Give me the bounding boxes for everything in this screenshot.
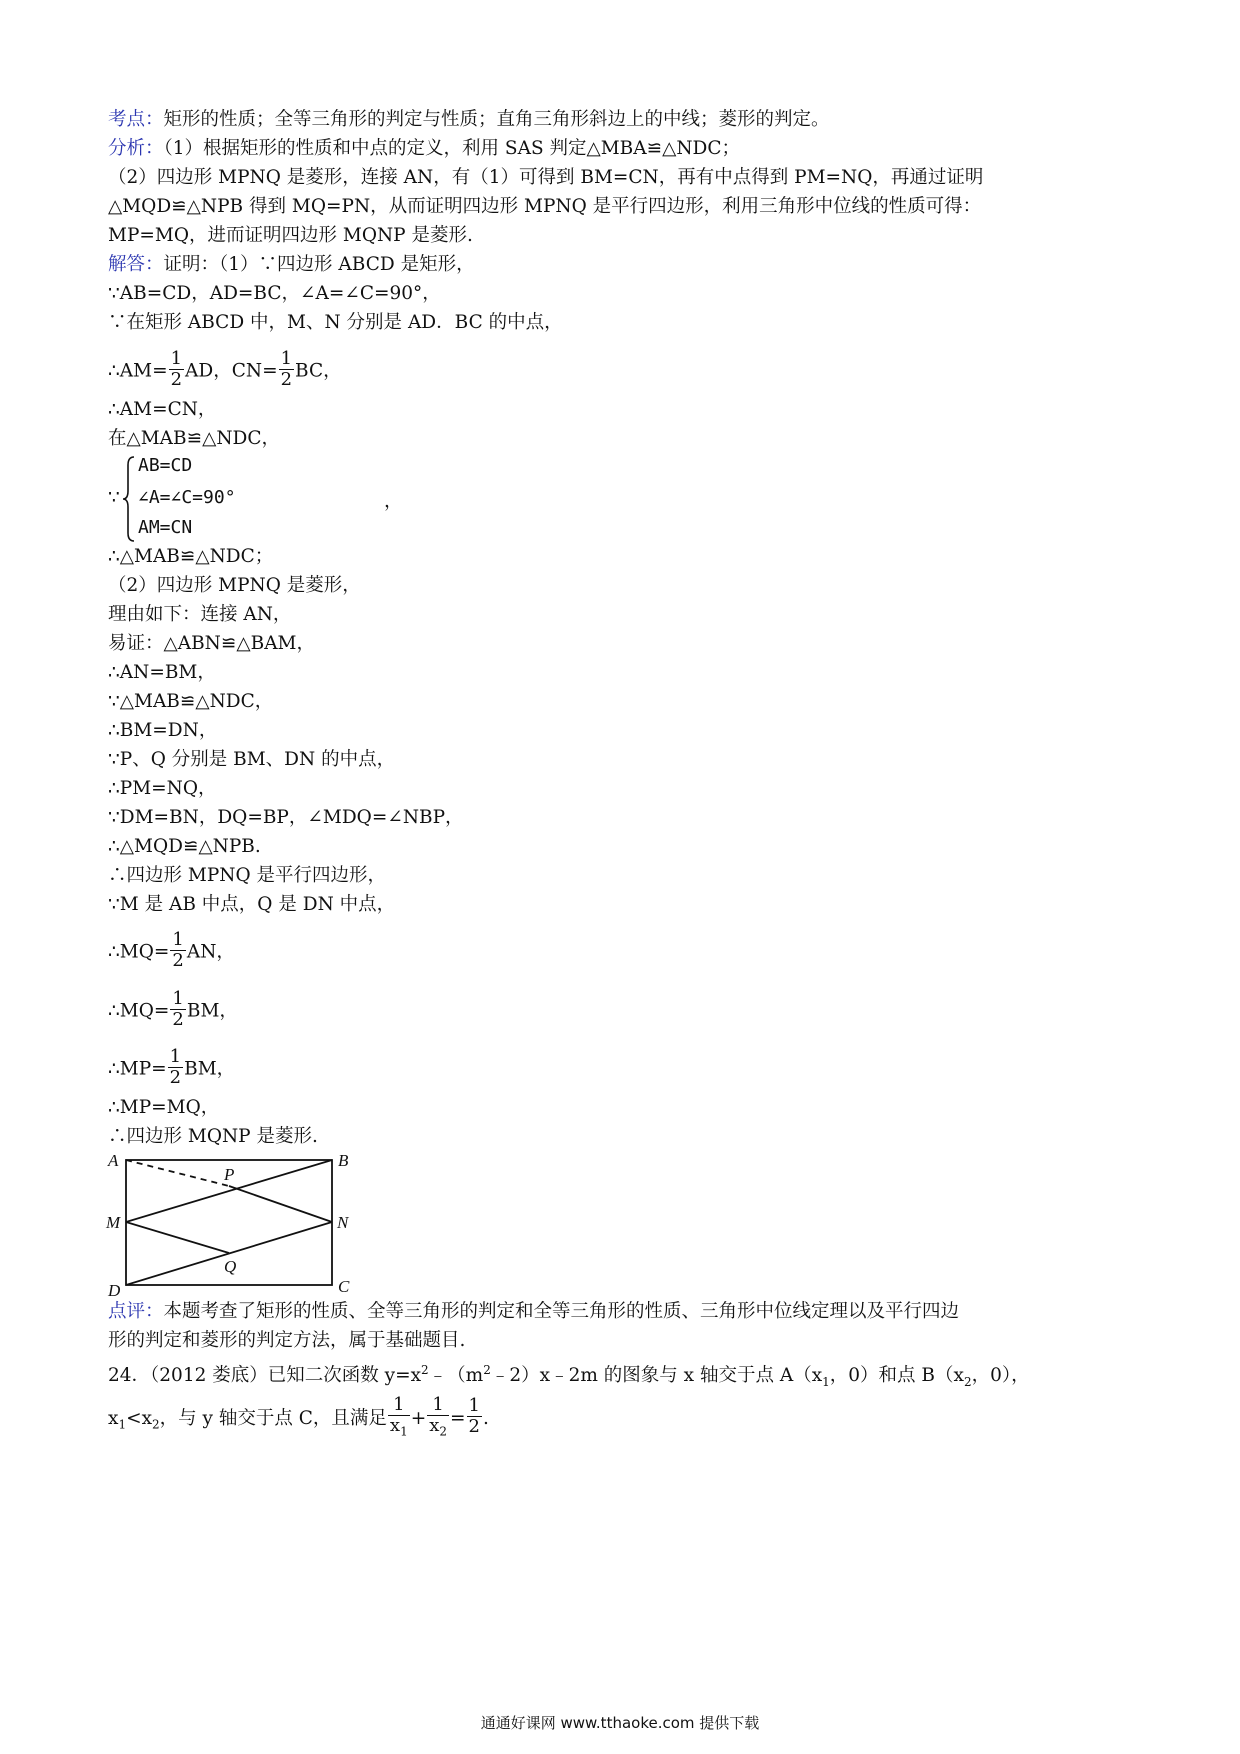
- q24-text-a: 24．（2012 娄底）已知二次函数 y=x: [108, 1365, 422, 1387]
- fenxi-text-1: （1）根据矩形的性质和中点的定义，利用 SAS 判定△MBA≌△NDC；: [163, 138, 741, 159]
- jieda-line-7: ∴△MAB≌△NDC；: [108, 546, 274, 567]
- line21-post: BM，: [186, 1000, 238, 1022]
- jieda-line-4: [108, 348, 342, 391]
- sup-2: 2: [483, 1363, 491, 1377]
- label-c: C: [338, 1277, 350, 1296]
- frac-den: 2: [172, 950, 184, 971]
- jieda-line-22: [108, 1046, 236, 1089]
- frac-den-x2: [427, 1416, 449, 1438]
- fenxi-line-2: （2）四边形 MPNQ 是菱形，连接 AN，有（1）可得到 BM=CN，再有中点得到 PM=NQ，再通过证明: [108, 167, 984, 188]
- fraction-half: [170, 931, 185, 970]
- jieda-line-10: 易证：△ABN≌△BAM，: [108, 633, 315, 654]
- q24-x: x: [108, 1407, 119, 1429]
- sub-2: 2: [963, 1374, 972, 1389]
- sub-2: 2: [152, 1417, 160, 1432]
- jieda-line-19: ∵M 是 AB 中点，Q 是 DN 中点，: [108, 894, 396, 915]
- line22-post: BM，: [184, 1058, 236, 1080]
- jieda-line-2: ∵AB=CD，AD=BC，∠A=∠C=90°，: [108, 283, 441, 304]
- jieda-line-8: （2）四边形 MPNQ 是菱形，: [108, 575, 361, 596]
- q24-text-line2: ，与 y 轴交于点 C，且满足: [159, 1407, 387, 1429]
- system-eq-3: AM=CN: [138, 517, 193, 538]
- label-n: N: [337, 1213, 349, 1232]
- fenxi-label: 分析：: [108, 138, 164, 159]
- system-eq-2: ∠A=∠C=90°: [138, 487, 236, 508]
- frac-num: 1: [280, 348, 293, 369]
- frac-num: 1: [388, 1396, 410, 1416]
- frac-num: 1: [468, 1395, 480, 1417]
- jieda-line-9: 理由如下：连接 AN，: [108, 604, 292, 625]
- frac-num: 1: [172, 929, 184, 950]
- fenxi-line-3: △MQD≌△NPB 得到 MQ=PN，从而证明四边形 MPNQ 是平行四边形，利用三角形中位线的性质可得：: [108, 196, 982, 217]
- frac-den: 2: [172, 1009, 184, 1030]
- kaodian-line: [108, 108, 830, 132]
- q24-text-b: ﹣（m: [428, 1365, 484, 1387]
- q24-less-x: <x: [126, 1407, 153, 1429]
- q24-text-d: ，0）和点 B（x: [829, 1365, 964, 1387]
- frac-num: 1: [170, 348, 183, 369]
- jieda-line-21: [108, 988, 238, 1031]
- sub-1: 1: [822, 1374, 830, 1389]
- jieda-line-17: ∴△MQD≌△NPB.: [108, 836, 261, 857]
- jieda-label: 解答：: [108, 254, 164, 275]
- fraction-half: [279, 350, 294, 389]
- line4-post: BC，: [295, 360, 342, 382]
- line-pn: [229, 1186, 332, 1222]
- jieda-line-24: ∴四边形 MQNP 是菱形.: [108, 1126, 318, 1147]
- frac-num: 1: [427, 1396, 449, 1416]
- jieda-line-13: ∴BM=DN，: [108, 720, 218, 741]
- line22-pre: ∴MP=: [108, 1058, 167, 1080]
- label-p: P: [224, 1165, 235, 1184]
- fraction-1-over-x2: [427, 1396, 449, 1438]
- q24-period: .: [482, 1407, 489, 1429]
- jieda-line-11: ∴AN=BM，: [108, 662, 216, 683]
- label-m: M: [106, 1213, 121, 1232]
- frac-den: 2: [170, 369, 183, 390]
- rectangle-figure: [104, 1150, 364, 1300]
- footer-credit: 通通好课网 www.tthaoke.com 提供下载: [480, 1714, 760, 1732]
- x-var: x: [429, 1415, 440, 1436]
- line-mq: [126, 1222, 229, 1253]
- sub-2: 2: [439, 1424, 448, 1439]
- fraction-half: [168, 1048, 183, 1087]
- fenxi-line-1: [108, 137, 740, 161]
- sub-1: 1: [118, 1417, 127, 1432]
- jieda-line-5: ∴AM=CN，: [108, 399, 217, 420]
- fraction-1-over-x1: [388, 1396, 410, 1438]
- jieda-line-20: [108, 929, 235, 972]
- dianping-line-2: 形的判定和菱形的判定方法，属于基础题目.: [108, 1330, 466, 1351]
- q24-line-2: $x_1<x_2$，与 y 轴交于点 C，且满足 $\frac{1}{x_1}$ + $\frac{1}{x_2}$ = $\frac{1}{2}$ .: [108, 1394, 489, 1439]
- q24-line-1: [108, 1358, 1030, 1394]
- frac-den: 2: [169, 1067, 182, 1088]
- dianping-line-1: [108, 1300, 959, 1324]
- jieda-text-1: 证明：（1）∵四边形 ABCD 是矩形，: [163, 254, 475, 275]
- label-b: B: [338, 1151, 349, 1170]
- sub-1: 1: [400, 1424, 408, 1439]
- kaodian-label: 考点：: [108, 109, 164, 130]
- frac-den-x1: [388, 1416, 410, 1438]
- jieda-line-6: 在△MAB≌△NDC，: [108, 428, 281, 449]
- fraction-half: [169, 350, 184, 389]
- fenxi-line-4: MP=MQ，进而证明四边形 MQNP 是菱形.: [108, 225, 473, 246]
- x-var: x: [389, 1415, 401, 1436]
- jieda-line-12: ∵△MAB≌△NDC，: [108, 691, 274, 712]
- dianping-label: 点评：: [108, 1301, 164, 1322]
- line20-pre: ∴MQ=: [108, 941, 170, 963]
- jieda-line-3: ∵在矩形 ABCD 中，M、N 分别是 AD．BC 的中点，: [108, 312, 563, 333]
- sup-2: 2: [421, 1363, 429, 1377]
- label-d: D: [108, 1281, 121, 1300]
- q24-text-e: ，0），: [971, 1365, 1030, 1387]
- frac-num: 1: [172, 988, 184, 1009]
- label-q: Q: [224, 1257, 237, 1276]
- label-a: A: [108, 1151, 119, 1170]
- fraction-half: [467, 1397, 482, 1436]
- jieda-line-15: ∴PM=NQ，: [108, 778, 217, 799]
- system-eq-1: AB=CD: [138, 455, 193, 476]
- jieda-line-18: ∴四边形 MPNQ 是平行四边形，: [108, 865, 387, 886]
- frac-num: 1: [169, 1046, 182, 1067]
- line4-pre: ∴AM=: [108, 360, 168, 382]
- frac-den: 2: [280, 369, 293, 390]
- left-brace-icon: [122, 455, 136, 543]
- jieda-line-14: ∵P、Q 分别是 BM、DN 的中点，: [108, 749, 396, 770]
- dianping-text-1: 本题考查了矩形的性质、全等三角形的判定和全等三角形的性质、三角形中位线定理以及平行四边: [163, 1301, 960, 1322]
- line21-pre: ∴MQ=: [108, 1000, 170, 1022]
- jieda-line-16: ∵DM=BN，DQ=BP，∠MDQ=∠NBP，: [108, 807, 464, 828]
- dashed-line-an: [126, 1160, 229, 1186]
- jieda-line-23: ∴MP=MQ，: [108, 1097, 220, 1118]
- frac-den: 2: [468, 1416, 480, 1438]
- line4-mid: AD，CN=: [185, 360, 278, 382]
- fraction-half: [170, 990, 185, 1029]
- system-comma: ，: [384, 491, 403, 512]
- q24-text-c: ﹣2）x﹣2m 的图象与 x 轴交于点 A（x: [490, 1365, 823, 1387]
- line20-post: AN，: [186, 941, 235, 963]
- kaodian-text: 矩形的性质；全等三角形的判定与性质；直角三角形斜边上的中线；菱形的判定。: [163, 109, 830, 130]
- because-symbol: ∵: [108, 487, 120, 508]
- jieda-line-1: [108, 253, 475, 277]
